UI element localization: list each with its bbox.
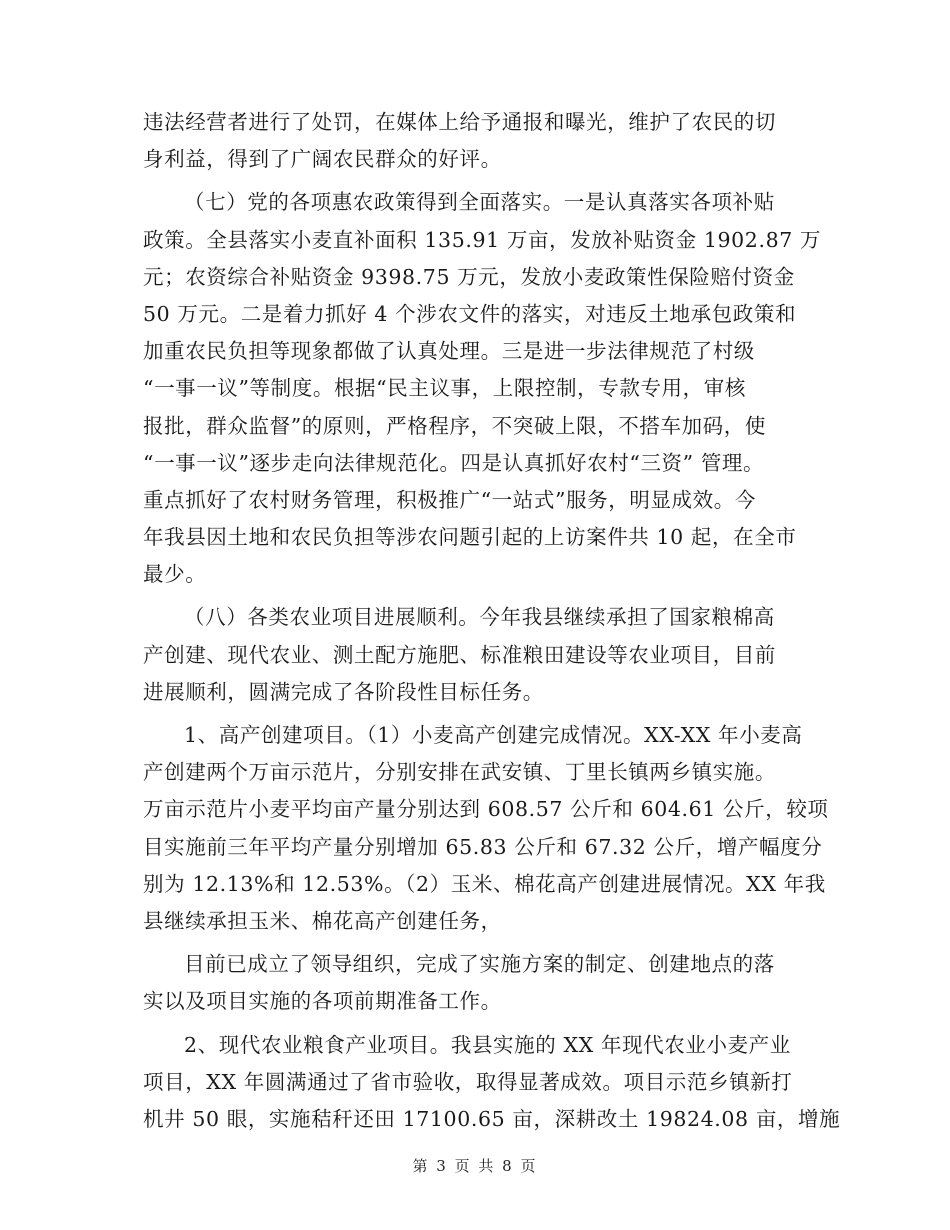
text-line: 产创建、现代农业、测土配方施肥、标准粮田建设等农业项目，目前 — [143, 642, 776, 667]
text-line: 目前已成立了领导组织，完成了实施方案的制定、创建地点的落 — [184, 952, 775, 977]
text-line: “一事一议”等制度。根据“民主议事，上限控制，专款专用，审核 — [143, 376, 746, 401]
text-line: 进展顺利，圆满完成了各阶段性目标任务。 — [143, 679, 544, 704]
text-line: 违法经营者进行了处罚，在媒体上给予通报和曝光，维护了农民的切 — [143, 110, 776, 134]
text-line: 1、高产创建项目。（1）小麦高产创建完成情况。XX-XX 年小麦高 — [184, 723, 803, 747]
page-footer: 第 3 页 共 8 页 — [412, 1157, 538, 1175]
text-line: 2、现代农业粮食产业项目。我县实施的 XX 年现代农业小麦产业 — [184, 1032, 791, 1057]
text-line: 县继续承担玉米、棉花高产创建任务， — [143, 908, 502, 933]
text-line: 报批，群众监督”的原则，严格程序，不突破上限，不搭车加码，使 — [143, 413, 766, 438]
text-line: 别为 12.13%和 12.53%。（2）玉米、棉花高产创建进展情况。XX 年我 — [143, 871, 826, 896]
text-line: 产创建两个万亩示范片，分别安排在武安镇、丁里长镇两乡镇实施。 — [143, 760, 776, 785]
body-text — [143, 104, 841, 1138]
text-line: 政策。全县落实小麦直补面积 135.91 万亩，发放补贴资金 1902.87 万 — [143, 227, 822, 252]
text-line: 50 万元。二是着力抓好 4 个涉农文件的落实，对违反土地承包政策和 — [143, 301, 797, 326]
text-line: 项目，XX 年圆满通过了省市验收，取得显著成效。项目示范乡镇新打 — [143, 1069, 793, 1094]
text-line: 实以及项目实施的各项前期准备工作。 — [143, 989, 502, 1014]
text-line: 年我县因土地和农民负担等涉农问题引起的上访案件共 10 起，在全市 — [143, 525, 797, 550]
text-line: 目实施前三年平均产量分别增加 65.83 公斤和 67.32 公斤，增产幅度分 — [143, 834, 823, 859]
text-line: 万亩示范片小麦平均亩产量分别达到 608.57 公斤和 604.61 公斤，较项 — [143, 797, 829, 822]
text-line: 重点抓好了农村财务管理，积极推广“一站式”服务，明显成效。今 — [143, 487, 756, 512]
text-line: 机井 50 眼，实施秸秆还田 17100.65 亩，深耕改土 19824.08 亩，增施 — [143, 1106, 841, 1131]
text-line: （八）各类农业项目进展顺利。今年我县继续承担了国家粮棉高 — [184, 605, 775, 630]
text-line: 加重农民负担等现象都做了认真处理。三是进一步法律规范了村级 — [143, 339, 755, 364]
text-line: 身利益，得到了广阔农民群众的好评。 — [143, 147, 502, 172]
text-line: 元；农资综合补贴资金 9398.75 万元，发放小麦政策性保险赔付资金 — [143, 264, 795, 289]
text-line: 最少。 — [143, 562, 207, 587]
text-line: （七）党的各项惠农政策得到全面落实。一是认真落实各项补贴 — [184, 190, 775, 215]
text-line: “一事一议”逐步走向法律规范化。四是认真抓好农村“三资” 管理。 — [143, 450, 765, 475]
